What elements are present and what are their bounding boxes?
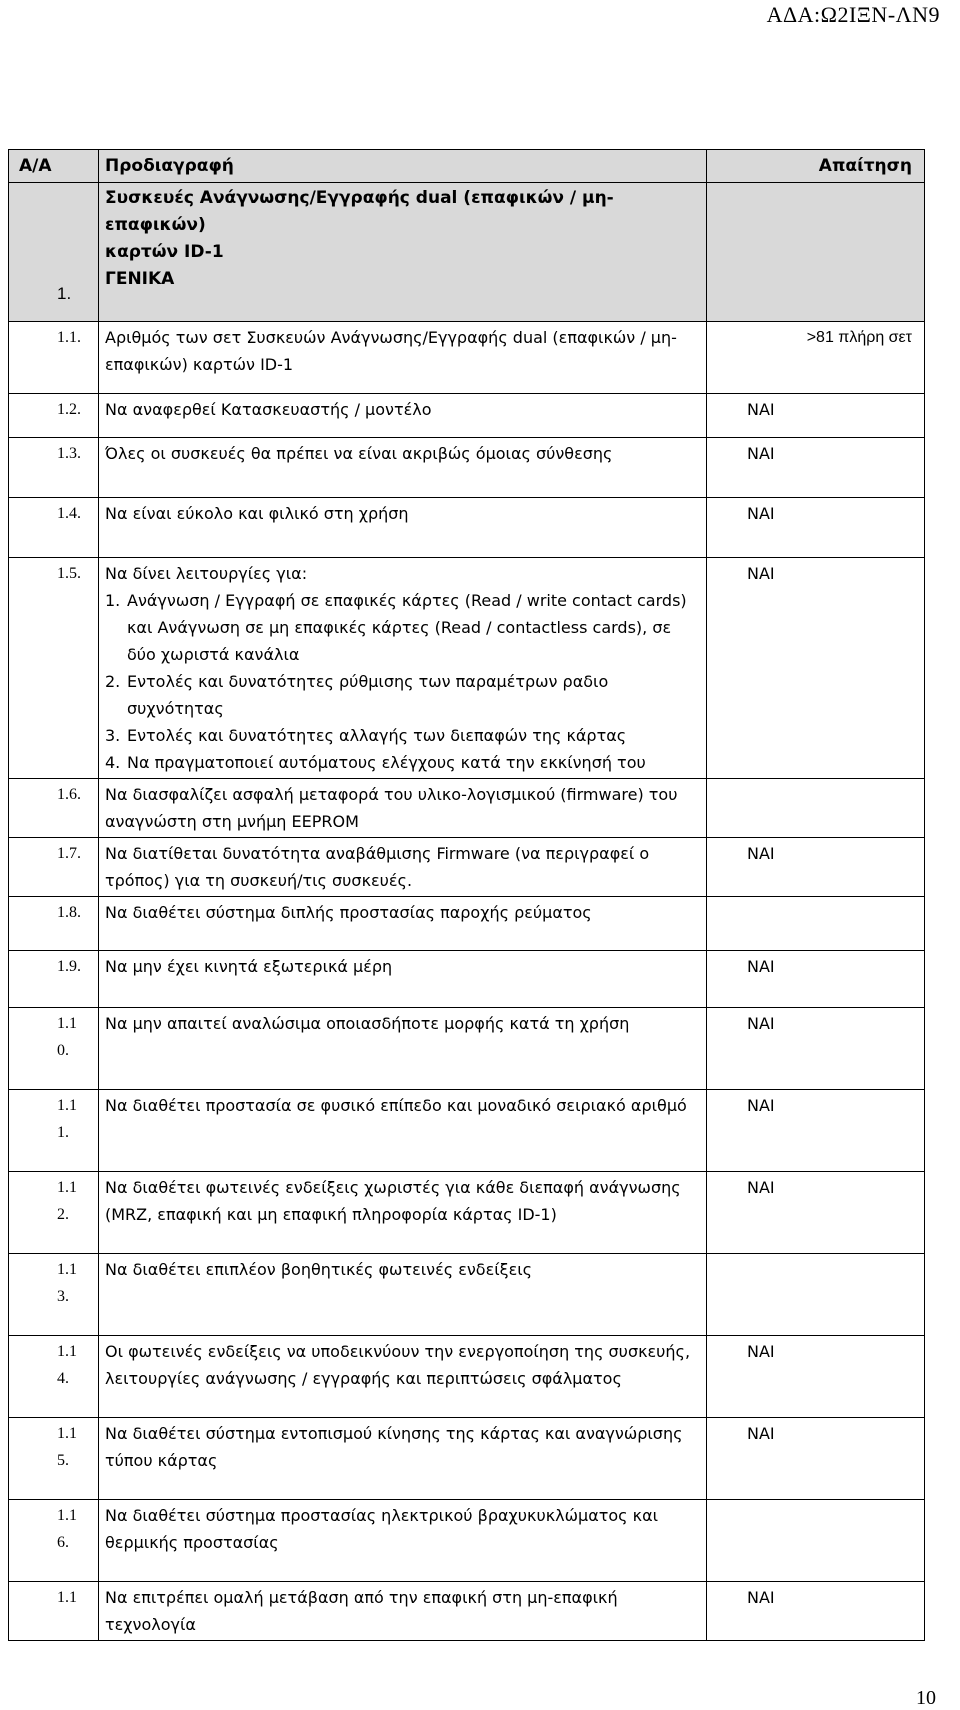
list-item-text: Ανάγνωση / Εγγραφή σε επαφικές κάρτες (Read / write contact cards) και Ανάγνωση σε μη επαφικές κάρτες (Read / contactless cards), σε δύο χωριστά κανάλια: [127, 591, 687, 664]
row-spec: [99, 779, 707, 838]
list-item: [105, 749, 700, 776]
row-requirement: [707, 1500, 925, 1582]
table-row: [9, 838, 925, 897]
list-item: [105, 668, 700, 722]
list-item-number: 2.: [105, 672, 121, 691]
row-spec: [99, 1582, 707, 1641]
section-title-line1: Συσκευές Ανάγνωσης/Εγγραφής dual (επαφικών / μη-επαφικών): [105, 188, 614, 235]
row-number: 1.6.: [9, 779, 99, 838]
row-number: 1.8.: [9, 897, 99, 951]
table-row: [9, 498, 925, 558]
row-requirement: ΝΑΙ: [707, 558, 925, 779]
row-requirement: ΝΑΙ: [707, 951, 925, 1008]
row-spec: [99, 1418, 707, 1500]
column-header-aa: Α/Α: [9, 150, 99, 183]
row-spec-text: Να μην έχει κινητά εξωτερικά μέρη: [105, 957, 393, 976]
table-row: [9, 1008, 925, 1090]
list-item-number: 3.: [105, 726, 121, 745]
row-spec-text: Να διατίθεται δυνατότητα αναβάθμισης Firmware (να περιγραφεί ο τρόπος) για τη συσκευή/τις συσκευές.: [105, 844, 650, 890]
row-spec: [99, 1008, 707, 1090]
row-spec-text: Να διασφαλίζει ασφαλή μεταφορά του υλικο-λογισμικού (firmware) του αναγνώστη στη μνήμη EEPROM: [105, 785, 678, 831]
row-spec: [99, 558, 707, 779]
row-requirement: ΝΑΙ: [707, 1090, 925, 1172]
table-row: [9, 438, 925, 498]
row-spec: [99, 951, 707, 1008]
table-row: [9, 1254, 925, 1336]
table-row: [9, 558, 925, 779]
section-row: [9, 183, 925, 322]
column-header-spec: Προδιαγραφή: [99, 150, 707, 183]
row-number: 1.3.: [9, 438, 99, 498]
row-requirement: [707, 1254, 925, 1336]
row-number: 1.4.: [9, 498, 99, 558]
row-requirement: [707, 897, 925, 951]
row-spec: [99, 897, 707, 951]
list-item-text: Εντολές και δυνατότητες ρύθμισης των παραμέτρων ραδιο συχνότητας: [127, 672, 609, 718]
row-spec-text: Να διαθέτει επιπλέον βοηθητικές φωτεινές ενδείξεις: [105, 1260, 533, 1279]
table-row: [9, 1090, 925, 1172]
list-item-text: Εντολές και δυνατότητες αλλαγής των διεπαφών της κάρτας: [127, 726, 627, 745]
row-spec: [99, 1172, 707, 1254]
row-number: 1.1 1.: [9, 1090, 99, 1172]
specifications-table: [8, 149, 925, 1641]
row-requirement: ΝΑΙ: [707, 394, 925, 438]
row-number: 1.2.: [9, 394, 99, 438]
row-spec-text: Να είναι εύκολο και φιλικό στη χρήση: [105, 504, 409, 523]
row-requirement: ΝΑΙ: [707, 1418, 925, 1500]
row-requirement: ΝΑΙ: [707, 438, 925, 498]
row-spec: [99, 1090, 707, 1172]
row-spec: [99, 1254, 707, 1336]
table-row: [9, 322, 925, 394]
row-number: 1.1 0.: [9, 1008, 99, 1090]
ada-code: ΑΔΑ:Ω2ΙΞΝ-ΛΝ9: [766, 2, 940, 27]
function-list: [105, 587, 700, 776]
list-item: [105, 587, 700, 668]
section-req: [707, 183, 925, 322]
row-number: 1.1 4.: [9, 1336, 99, 1418]
table-row: [9, 1336, 925, 1418]
row-spec-text: Να διαθέτει σύστημα προστασίας ηλεκτρικού βραχυκυκλώματος και θερμικής προστασίας: [105, 1506, 659, 1552]
row-number: 1.1.: [9, 322, 99, 394]
row-spec: [99, 1500, 707, 1582]
row-number: 1.9.: [9, 951, 99, 1008]
row-requirement: >81 πλήρη σετ: [707, 322, 925, 394]
row-number: 1.1 2.: [9, 1172, 99, 1254]
row-spec-text: Αριθμός των σετ Συσκευών Ανάγνωσης/Εγγραφής dual (επαφικών / μη-επαφικών) καρτών ID-1: [105, 328, 677, 374]
row-spec: [99, 838, 707, 897]
row-spec-text: Να επιτρέπει ομαλή μετάβαση από την επαφική στη μη-επαφική τεχνολογία: [105, 1588, 618, 1634]
table-row: [9, 779, 925, 838]
row-requirement: ΝΑΙ: [707, 1336, 925, 1418]
section-title: [99, 183, 707, 322]
row-spec-text: Να αναφερθεί Κατασκευαστής / μοντέλο: [105, 400, 432, 419]
list-item-number: 4.: [105, 753, 121, 772]
row-spec-text: Να διαθέτει σύστημα εντοπισμού κίνησης της κάρτας και αναγνώρισης τύπου κάρτας: [105, 1424, 683, 1470]
table-row: [9, 1582, 925, 1641]
row-spec-text: Να μην απαιτεί αναλώσιμα οποιασδήποτε μορφής κατά τη χρήση: [105, 1014, 630, 1033]
table-row: [9, 1500, 925, 1582]
row-spec: [99, 1336, 707, 1418]
row-number: 1.7.: [9, 838, 99, 897]
row-number: 1.1 6.: [9, 1500, 99, 1582]
row-number: 1.1: [9, 1582, 99, 1641]
row-number: 1.5.: [9, 558, 99, 779]
table-row: [9, 897, 925, 951]
row-spec-text: Όλες οι συσκευές θα πρέπει να είναι ακριβώς όμοιας σύνθεσης: [105, 444, 613, 463]
row-requirement: [707, 779, 925, 838]
row-requirement: ΝΑΙ: [707, 1172, 925, 1254]
section-title-line2: καρτών ID-1: [105, 242, 224, 262]
row-requirement: ΝΑΙ: [707, 1008, 925, 1090]
row-spec-text: Να διαθέτει προστασία σε φυσικό επίπεδο και μοναδικό σειριακό αριθμό: [105, 1096, 687, 1115]
row-spec-text: Να διαθέτει σύστημα διπλής προστασίας παροχής ρεύματος: [105, 903, 592, 922]
table-row: [9, 1172, 925, 1254]
row-spec: [99, 394, 707, 438]
table-header-row: [9, 150, 925, 183]
table-row: [9, 394, 925, 438]
list-item-text: Να πραγματοποιεί αυτόματους ελέγχους κατά την εκκίνησή του: [127, 753, 646, 772]
row-spec: [99, 498, 707, 558]
row-spec: [99, 322, 707, 394]
row-spec: [99, 438, 707, 498]
table-row: [9, 1418, 925, 1500]
section-number: 1.: [9, 183, 99, 322]
row-spec-text: Οι φωτεινές ενδείξεις να υποδεικνύουν την ενεργοποίηση της συσκευής, λειτουργίες ανάγνωσης / εγγραφής και περιπτώσεις σφάλματος: [105, 1342, 691, 1388]
row-requirement: ΝΑΙ: [707, 498, 925, 558]
list-item: [105, 722, 700, 749]
row-requirement: ΝΑΙ: [707, 1582, 925, 1641]
row-spec-text: Να διαθέτει φωτεινές ενδείξεις χωριστές για κάθε διεπαφή ανάγνωσης (MRZ, επαφική και μη επαφική πληροφορία κάρτας ID-1): [105, 1178, 681, 1224]
table-row: [9, 951, 925, 1008]
page-number: 10: [916, 1687, 936, 1709]
row-number: 1.1 3.: [9, 1254, 99, 1336]
section-subtitle: ΓΕΝΙΚΑ: [105, 269, 175, 289]
row-requirement: ΝΑΙ: [707, 838, 925, 897]
row-spec-text: Να δίνει λειτουργίες για:: [105, 564, 308, 583]
column-header-req: Απαίτηση: [707, 150, 925, 183]
list-item-number: 1.: [105, 591, 121, 610]
row-number: 1.1 5.: [9, 1418, 99, 1500]
